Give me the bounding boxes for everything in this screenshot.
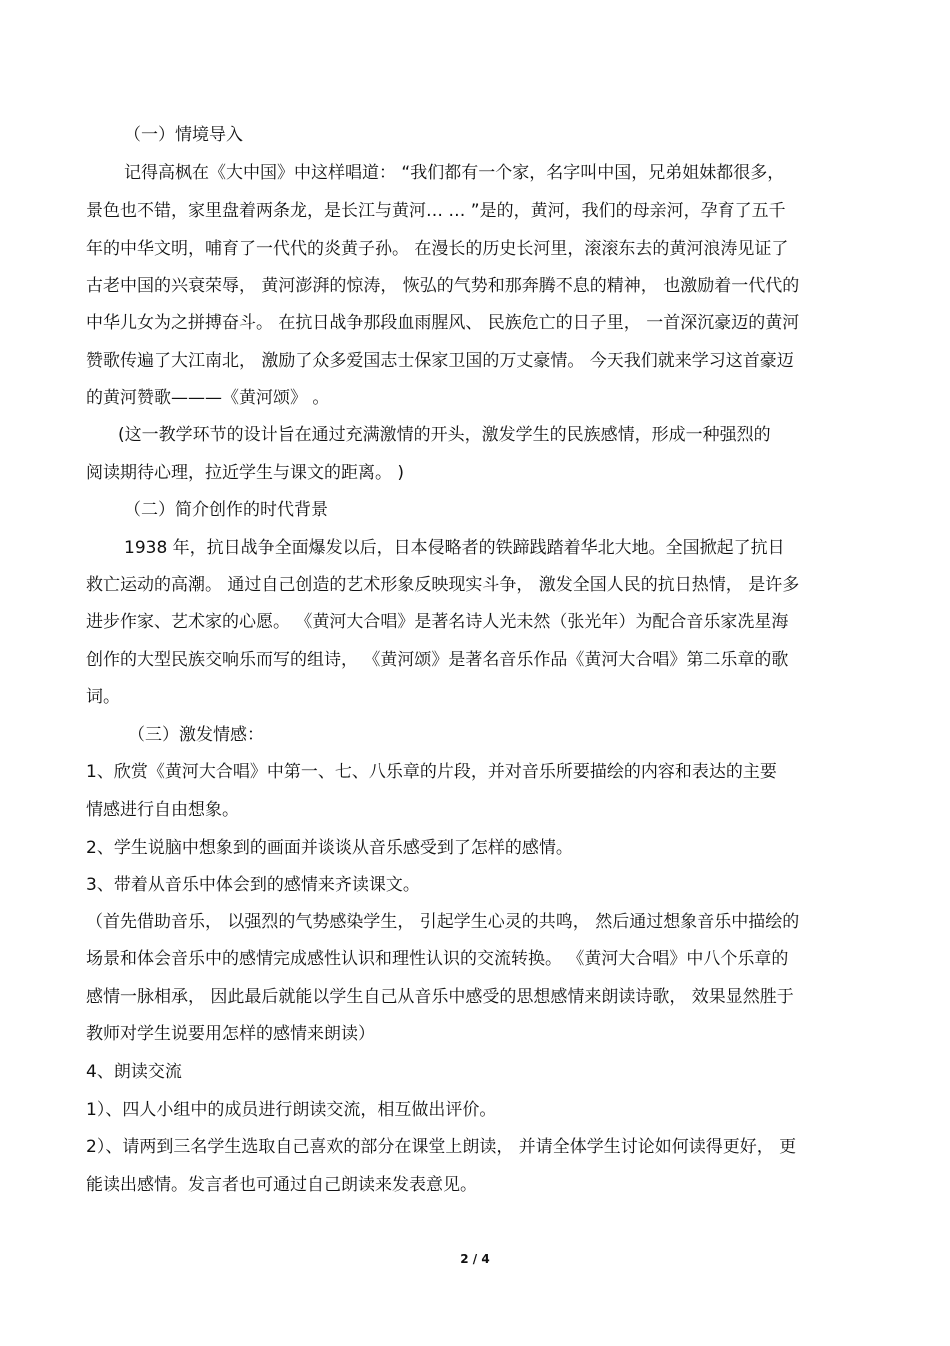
paragraph-line: 词。 <box>86 687 120 707</box>
list-item: 1、欣赏《黄河大合唱》中第一、七、八乐章的片段，并对音乐所要描绘的内容和表达的主要 <box>86 762 777 782</box>
heading-background: （二）简介创作的时代背景 <box>124 500 328 520</box>
heading-situation-intro: （一）情境导入 <box>124 125 243 145</box>
paragraph-line: 古老中国的兴衰荣辱， 黄河澎湃的惊涛， 恢弘的气势和那奔腾不息的精神， 也激励着一代代的 <box>86 276 800 296</box>
paragraph-line: 1938 年，抗日战争全面爆发以后，日本侵略者的铁蹄践踏着华北大地。全国掀起了抗日 <box>124 538 785 558</box>
note-line: 场景和体会音乐中的感情完成感性认识和理性认识的交流转换。 《黄河大合唱》中八个乐章的 <box>86 949 789 969</box>
paragraph-line: 进步作家、艺术家的心愿。 《黄河大合唱》是著名诗人光未然（张光年）为配合音乐家冼星海 <box>86 612 789 632</box>
paragraph-line: 中华儿女为之拼搏奋斗。 在抗日战争那段血雨腥风、 民族危亡的日子里， 一首深沉豪迈的黄河 <box>86 313 800 333</box>
note-line: （首先借助音乐， 以强烈的气势感染学生， 引起学生心灵的共鸣， 然后通过想象音乐中描绘的 <box>86 912 800 932</box>
list-item: 4、朗读交流 <box>86 1062 182 1082</box>
list-item: 2、学生说脑中想象到的画面并谈谈从音乐感受到了怎样的感情。 <box>86 838 573 858</box>
paragraph-line: 救亡运动的高潮。 通过自己创造的艺术形象反映现实斗争， 激发全国人民的抗日热情， 是许多 <box>86 575 800 595</box>
page-number: 2 / 4 <box>460 1252 490 1266</box>
note-line: 感情一脉相承， 因此最后就能以学生自己从音乐中感受的思想感情来朗读诗歌， 效果显然胜于 <box>86 987 794 1007</box>
paragraph-line: 年的中华文明，哺育了一代代的炎黄子孙。 在漫长的历史长河里，滚滚东去的黄河浪涛见证了 <box>86 239 789 259</box>
list-item: 情感进行自由想象。 <box>86 800 239 820</box>
list-item: 2）、请两到三名学生选取自己喜欢的部分在课堂上朗读， 并请全体学生讨论如何读得更好， 更 <box>86 1137 797 1157</box>
note-line: (这一教学环节的设计旨在通过充满激情的开头，激发学生的民族感情，形成一种强烈的 <box>118 425 771 445</box>
paragraph-line: 创作的大型民族交响乐而写的组诗， 《黄河颂》是著名音乐作品《黄河大合唱》第二乐章的歌 <box>86 650 789 670</box>
list-item: 1）、四人小组中的成员进行朗读交流，相互做出评价。 <box>86 1100 497 1120</box>
heading-emotion: （三）激发情感： <box>128 725 264 745</box>
note-line: 教师对学生说要用怎样的感情来朗读） <box>86 1024 375 1044</box>
paragraph-line: 记得高枫在《大中国》中这样唱道： “我们都有一个家，名字叫中国，兄弟姐妹都很多， <box>124 163 785 183</box>
note-line: 阅读期待心理，拉近学生与课文的距离。 ) <box>86 463 405 483</box>
paragraph-line: 赞歌传遍了大江南北， 激励了众多爱国志士保家卫国的万丈豪情。 今天我们就来学习这首豪迈 <box>86 351 794 371</box>
list-item: 能读出感情。发言者也可通过自己朗读来发表意见。 <box>86 1175 477 1195</box>
paragraph-line: 的黄河赞歌———《黄河颂》 。 <box>86 388 330 408</box>
paragraph-line: 景色也不错，家里盘着两条龙，是长江与黄河… … ”是的，黄河，我们的母亲河，孕育了五千 <box>86 201 786 221</box>
list-item: 3、带着从音乐中体会到的感情来齐读课文。 <box>86 875 420 895</box>
